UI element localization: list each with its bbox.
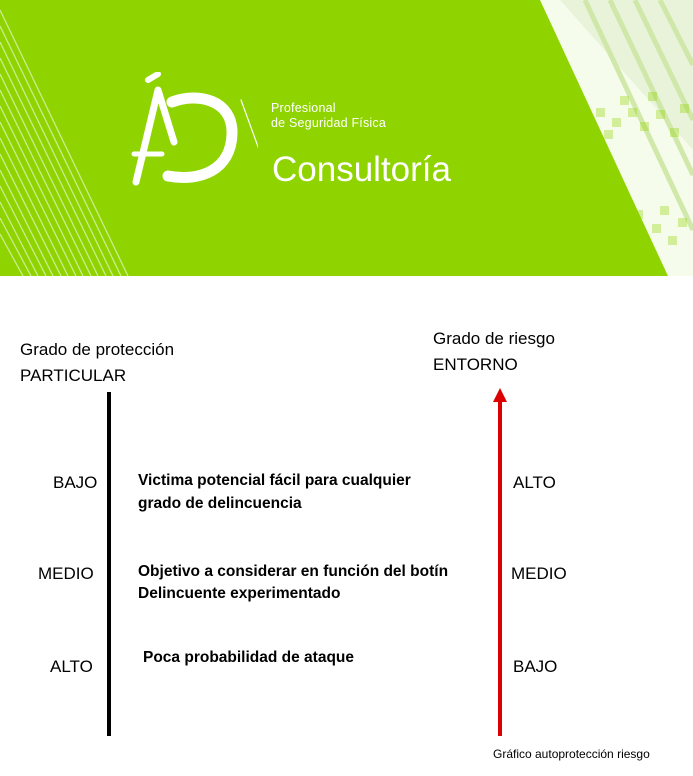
row-3-risk-level: BAJO <box>513 657 558 676</box>
banner-stripes-decoration <box>0 0 693 276</box>
diagram-caption: Gráfico autoprotección riesgo <box>493 747 650 761</box>
header-banner <box>0 0 693 276</box>
left-header-line1: Grado de protección <box>20 340 175 359</box>
logo-subtitle <box>271 101 386 131</box>
right-header-line2: ENTORNO <box>433 355 518 374</box>
logo-title: Consultoría <box>272 150 451 189</box>
row-3-text-line1: Poca probabilidad de ataque <box>143 649 355 666</box>
row-1-text-line1: Victima potencial fácil para cualquier <box>138 472 411 489</box>
row-2-risk-level: MEDIO <box>511 564 567 583</box>
row-2-protection-level: MEDIO <box>38 564 94 583</box>
protection-axis-line <box>107 392 111 736</box>
risk-arrow-icon <box>490 388 510 738</box>
right-header-line1: Grado de riesgo <box>433 329 555 348</box>
row-2-text-line2: Delincuente experimentado <box>138 585 341 602</box>
logo-icon <box>128 72 258 192</box>
logo-subtitle-line2: de Seguridad Física <box>271 116 386 130</box>
row-2-text-line1: Objetivo a considerar en función del botín <box>138 563 449 580</box>
row-1-text-line2: grado de delincuencia <box>138 495 302 512</box>
left-header-line2: PARTICULAR <box>20 366 127 385</box>
row-1-protection-level: BAJO <box>53 473 98 492</box>
row-1-risk-level: ALTO <box>513 473 556 492</box>
row-3-protection-level: ALTO <box>50 657 93 676</box>
logo-subtitle-line1: Profesional <box>271 101 336 115</box>
